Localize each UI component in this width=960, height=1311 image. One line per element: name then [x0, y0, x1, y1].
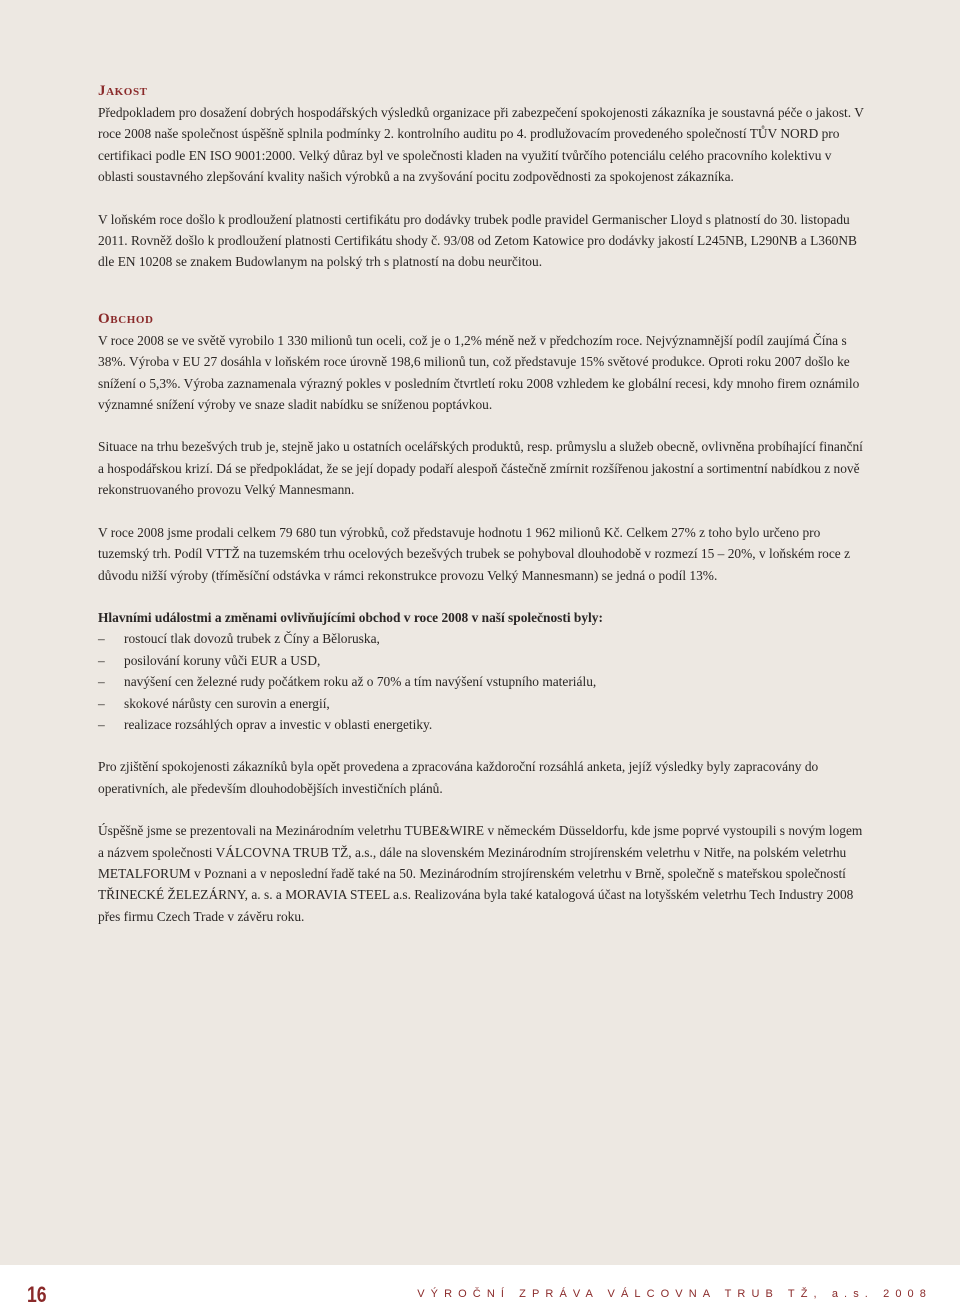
list-item: – realizace rozsáhlých oprav a investic v oblasti energetiky.: [98, 714, 868, 735]
page-number: 16: [27, 1282, 47, 1307]
page-content: [98, 80, 868, 948]
list-item: – navýšení cen železné rudy počátkem roku až o 70% a tím navýšení vstupního materiálu,: [98, 671, 868, 692]
paragraph: Předpokladem pro dosažení dobrých hospodářských výsledků organizace při zabezpečení spokojenosti zákazníka je soustavná péče o jakost. V roce 2008 naše společnost úspěšně splnila podmínky 2. kontrolního auditu po 4. prodlužovacím provedeného společností TŮV NORD pro certifikaci podle EN ISO 9001:2000. Velký důraz byl ve společnosti kladen na využití tvůrčího potenciálu celého pracovního kolektivu v oblasti soustavného zlepšování kvality našich výrobků a na zvyšování pocitu zodpovědnosti za spokojenost zákazníka.: [98, 105, 864, 185]
paragraph: V loňském roce došlo k prodloužení platnosti certifikátu pro dodávky trubek podle pravidel Germanischer Lloyd s platností do 30. listopadu 2011. Rovněž došlo k prodloužení platnosti Certifikátu shody č. 93/08 od Zetom Katowice pro dodávky jakostí L245NB, L290NB a L360NB dle EN 10208 se znakem Budowlanym na polský trh s platností na dobu neurčitou.: [98, 211, 857, 270]
list-item: – skokové nárůsty cen surovin a energií,: [98, 693, 868, 714]
paragraph: Situace na trhu bezešvých trub je, stejně jako u ostatních ocelářských produktů, resp. průmyslu a služeb obecně, ovlivněna probíhající finanční a hospodářskou krizí. Dá se předpokládat, že se její dopady podaří alespoň částečně zmírnit rozšířenou jakostní a sortimentní nabídkou z nově rekonstruovaného provozu Velký Mannesmann.: [98, 439, 863, 498]
paragraph: V roce 2008 se ve světě vyrobilo 1 330 milionů tun oceli, což je o 1,2% méně než v předchozím roce. Nejvýznamnější podíl zaujímá Čína s 38%. Výroba v EU 27 dosáhla v loňském roce úrovně 198,6 milionů tun, což představuje 15% světové produkce. Oproti roku 2007 došlo ke snížení o 5,3%. Výroba zaznamenala výrazný pokles v posledním čtvrtletí roku 2008 vzhledem ke globální recesi, kdy mnoho firem oznámilo významné snížení výroby ve snaze sladit nabídku se sníženou poptávkou.: [98, 332, 860, 413]
section-spacer: [98, 294, 868, 308]
list-item: – rostoucí tlak dovozů trubek z Číny a Běloruska,: [98, 628, 868, 649]
section-heading-jakost: Jakost: [98, 83, 148, 99]
events-heading: Hlavními událostmi a změnami ovlivňujícími obchod v roce 2008 v naší společnosti byly:: [98, 609, 603, 625]
paragraph: Pro zjištění spokojenosti zákazníků byla opět provedena a zpracována každoroční rozsáhlá anketa, jejíž výsledky byly zapracovány do operativních, ale především dlouhodobějších investičních plánů.: [98, 759, 819, 796]
report-title: VÝROČNÍ ZPRÁVA VÁLCOVNA TRUB TŽ, a.s. 2008: [417, 1288, 932, 1300]
paragraph: V roce 2008 jsme prodali celkem 79 680 tun výrobků, což představuje hodnotu 1 962 milionů Kč. Celkem 27% z toho bylo určeno pro tuzemský trh. Podíl VTTŽ na tuzemském trhu ocelových bezešvých trubek se pohyboval dlouhodobě v rozmezí 15 – 20%, v loňském roce z důvodu nižší výroby (tříměsíční odstávka v rámci rekonstrukce provozu Velký Mannesmann) se jedná o podíl 13%.: [98, 524, 851, 583]
section-heading-obchod: Obchod: [98, 310, 154, 327]
events-list: [98, 628, 868, 735]
list-item: – posilování koruny vůči EUR a USD,: [98, 650, 868, 671]
paragraph: Úspěšně jsme se prezentovali na Mezinárodním veletrhu TUBE&WIRE v německém Düsseldorfu, kde jsme poprvé vystoupili s novým logem a názvem společnosti VÁLCOVNA TRUB TŽ, a.s., dále na slovenském Mezinárodním strojírenském veletrhu v Nitře, na polském veletrhu METALFORUM v Poznani a v neposlední řadě také na 50. Mezinárodním strojírenském veletrhu v Brně, společně s mateřskou společností TŘINECKÉ ŽELEZÁRNY, a. s. a MORAVIA STEEL a.s. Realizována byla také katalogová účast na lotyšském veletrhu Tech Industry 2008 přes firmu Czech Trade v závěru roku.: [98, 823, 863, 924]
